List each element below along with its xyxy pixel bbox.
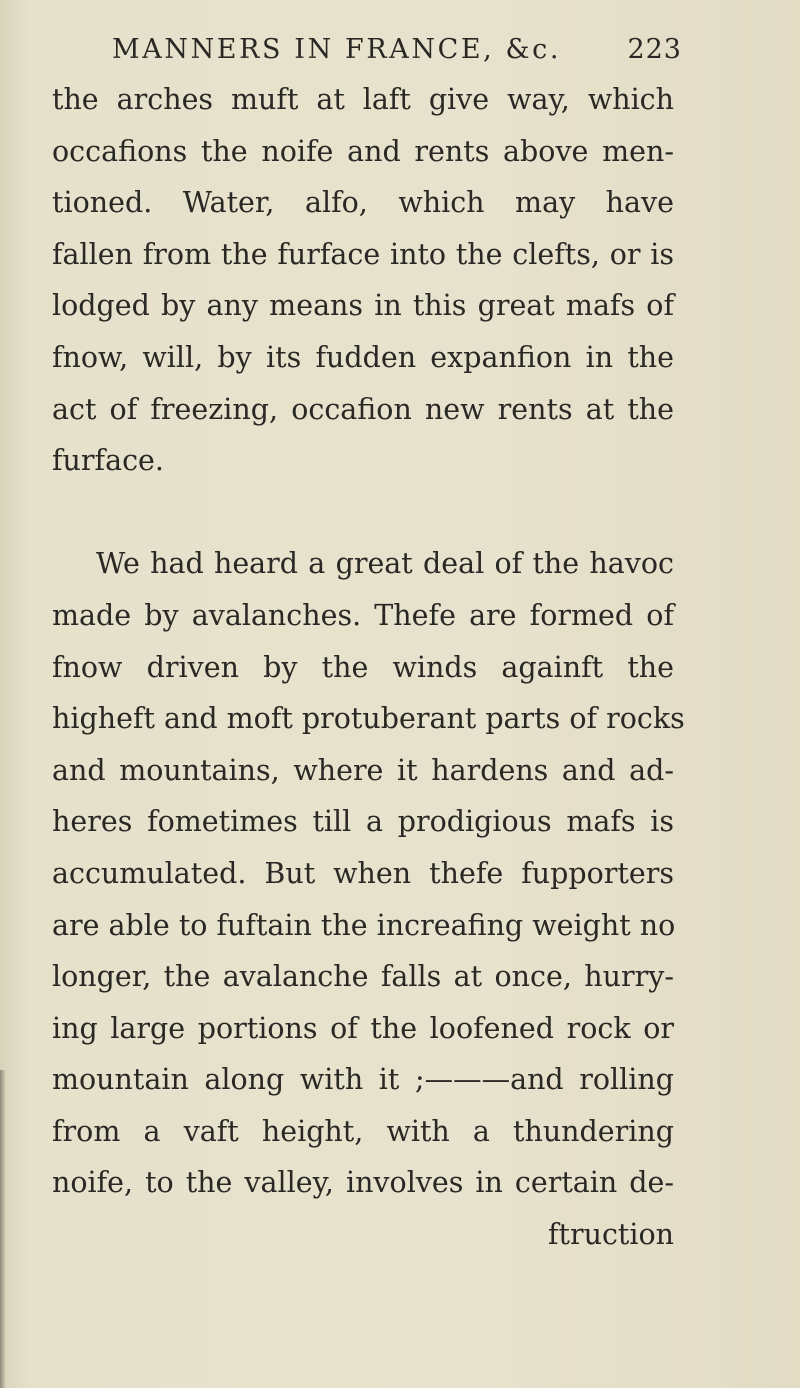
text-line: We had heard a great deal of the havoc: [96, 547, 674, 581]
text-line: mountain along with it ;———and rolling: [52, 1063, 674, 1097]
text-line: heres fometimes till a prodigious mafs is: [52, 805, 674, 839]
catchword: ftruction: [547, 1218, 674, 1252]
page-header: [112, 30, 682, 70]
body-text: [52, 74, 685, 1261]
page-edge-shadow: [0, 1070, 6, 1388]
text-line: act of freezing, occafion new rents at the: [52, 392, 674, 426]
text-line: higheft and moft protuberant parts of rocks: [52, 702, 685, 736]
page-number: 223: [627, 34, 682, 65]
text-line: the arches muft at laft give way, which: [52, 83, 674, 116]
running-title: MANNERS IN FRANCE, &c.: [112, 34, 562, 65]
text-line: and mountains, where it hardens and ad-: [52, 753, 674, 787]
text-line: fallen from the furface into the clefts, or is: [52, 237, 674, 271]
text-line: tioned. Water, alfo, which may have: [52, 186, 674, 220]
text-line: ing large portions of the loofened rock or: [52, 1011, 674, 1045]
text-line: made by avalanches. Thefe are formed of: [52, 598, 674, 632]
text-line: furface.: [52, 444, 164, 478]
text-line: occafions the noife and rents above men-: [52, 134, 674, 168]
text-line: lodged by any means in this great mafs of: [52, 289, 674, 323]
paragraph-gap: [52, 487, 674, 539]
text-line: are able to fuftain the increafing weight no: [52, 908, 676, 942]
text-line: accumulated. But when thefe fupporters: [52, 856, 674, 890]
text-line: longer, the avalanche falls at once, hurry-: [52, 960, 674, 994]
text-line: from a vaft height, with a thundering: [52, 1114, 674, 1148]
text-line: noife, to the valley, involves in certain de-: [52, 1166, 674, 1200]
text-line: fnow driven by the winds againft the: [52, 650, 674, 684]
text-line: fnow, will, by its fudden expanfion in the: [52, 340, 674, 374]
